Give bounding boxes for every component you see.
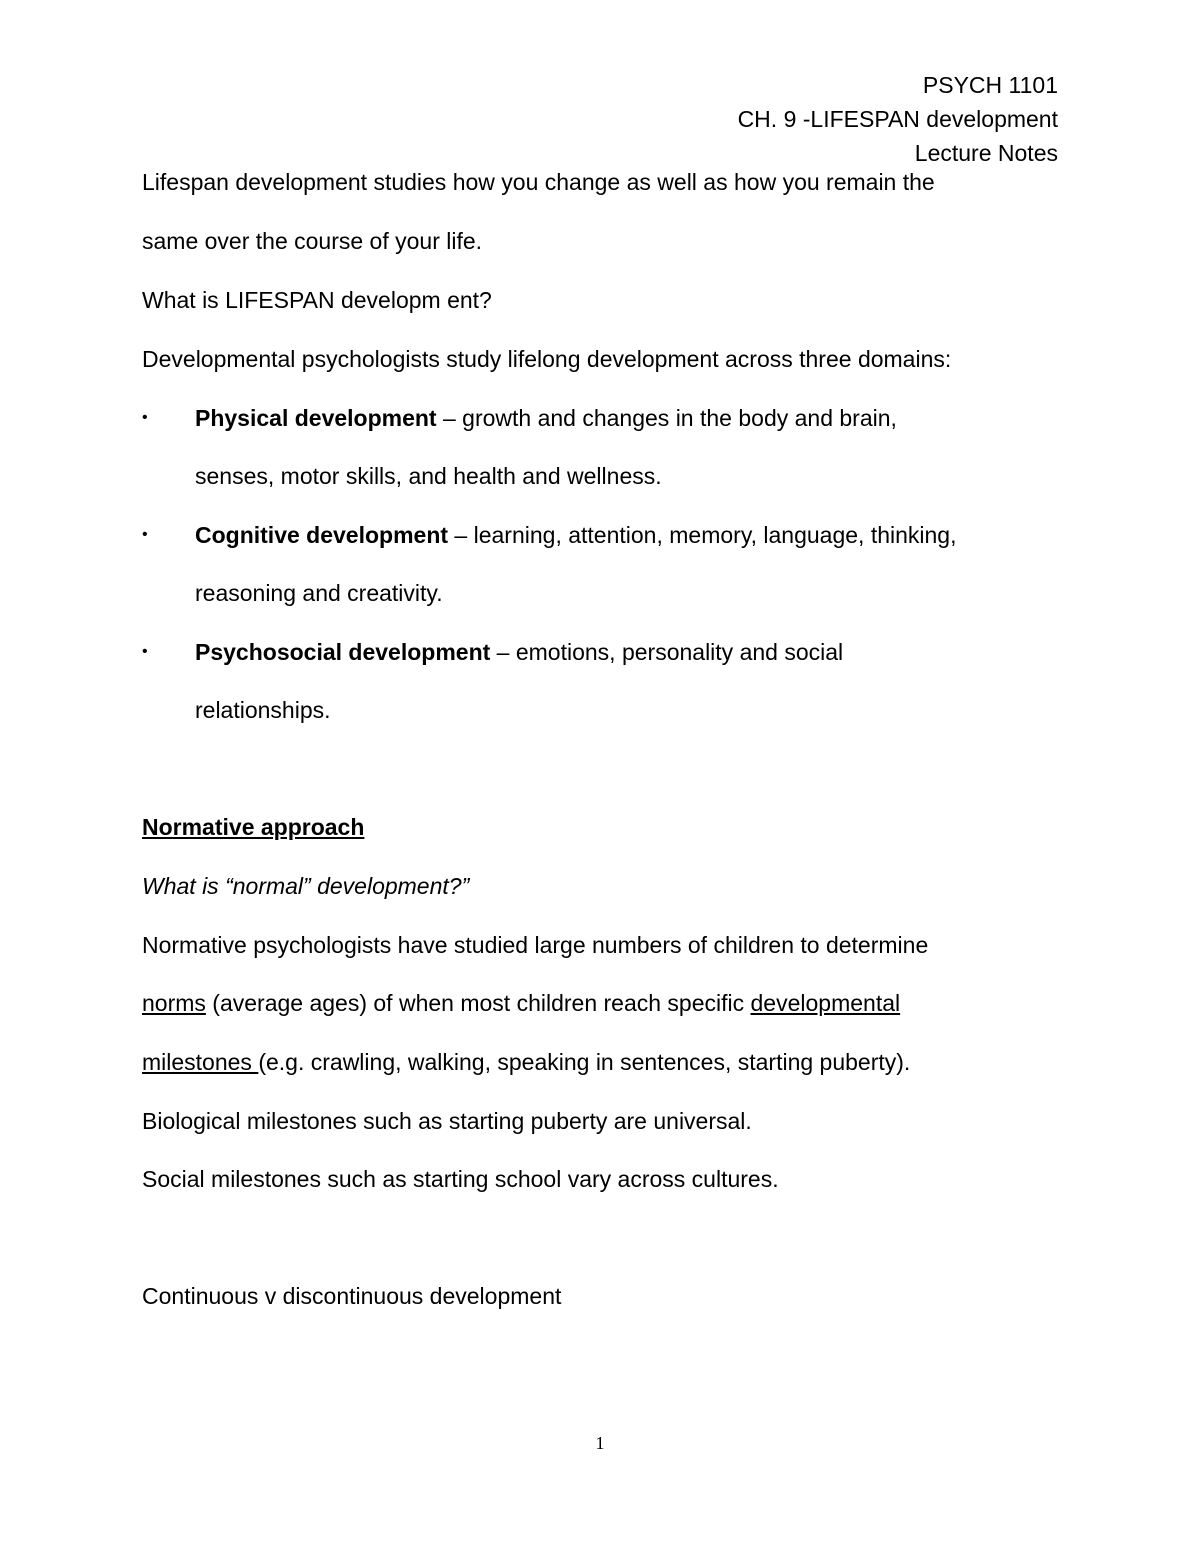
bullet-text: – emotions, personality and social: [490, 639, 844, 665]
bullet-physical: [195, 403, 897, 433]
page-header: [738, 68, 1058, 170]
bullet-physical-cont: senses, motor skills, and health and wellness.: [195, 463, 662, 489]
bullet-cognitive: [195, 520, 956, 550]
normative-line-1: Normative psychologists have studied large numbers of children to determine: [142, 932, 929, 958]
bullet-text: – growth and changes in the body and brain,: [436, 405, 897, 431]
intro-line-1: Lifespan development studies how you change as well as how you remain the: [142, 169, 935, 195]
continuous-heading: Continuous v discontinuous development: [142, 1283, 562, 1309]
bullet-psychosocial-cont: relationships.: [195, 697, 331, 723]
chapter-title: CH. 9 -LIFESPAN development: [737, 106, 1058, 132]
course-code: PSYCH 1101: [922, 72, 1058, 98]
norms-term: norms: [142, 990, 206, 1016]
biological-milestones: Biological milestones such as starting puberty are universal.: [142, 1108, 752, 1134]
intro-question: What is LIFESPAN developm ent?: [142, 287, 492, 313]
normative-line-2-text: (average ages) of when most children reach specific: [205, 990, 751, 1016]
normative-line-3-text: (e.g. crawling, walking, speaking in sentences, starting puberty).: [258, 1049, 911, 1075]
bullet-icon: •: [142, 526, 148, 543]
normative-heading: Normative approach: [142, 814, 365, 840]
bullet-term: Cognitive development: [195, 522, 449, 548]
page-number: 1: [595, 1433, 605, 1453]
domains-intro: Developmental psychologists study lifelong development across three domains:: [142, 346, 952, 372]
document-type: Lecture Notes: [914, 140, 1058, 166]
bullet-term: Physical development: [195, 405, 437, 431]
bullet-text: – learning, attention, memory, language, thinking,: [448, 522, 957, 548]
normative-line-2: [142, 988, 900, 1018]
bullet-psychosocial: [195, 637, 843, 667]
bullet-icon: •: [142, 409, 148, 426]
milestones-term-part1: developmental: [750, 990, 901, 1016]
normative-question: What is “normal” development?”: [142, 873, 470, 899]
normative-line-3: [142, 1047, 910, 1077]
milestones-term-part2: milestones: [142, 1049, 259, 1075]
intro-line-2: same over the course of your life.: [142, 228, 483, 254]
bullet-cognitive-cont: reasoning and creativity.: [195, 580, 443, 606]
bullet-icon: •: [142, 643, 148, 660]
bullet-term: Psychosocial development: [195, 639, 491, 665]
social-milestones: Social milestones such as starting school vary across cultures.: [142, 1166, 779, 1192]
